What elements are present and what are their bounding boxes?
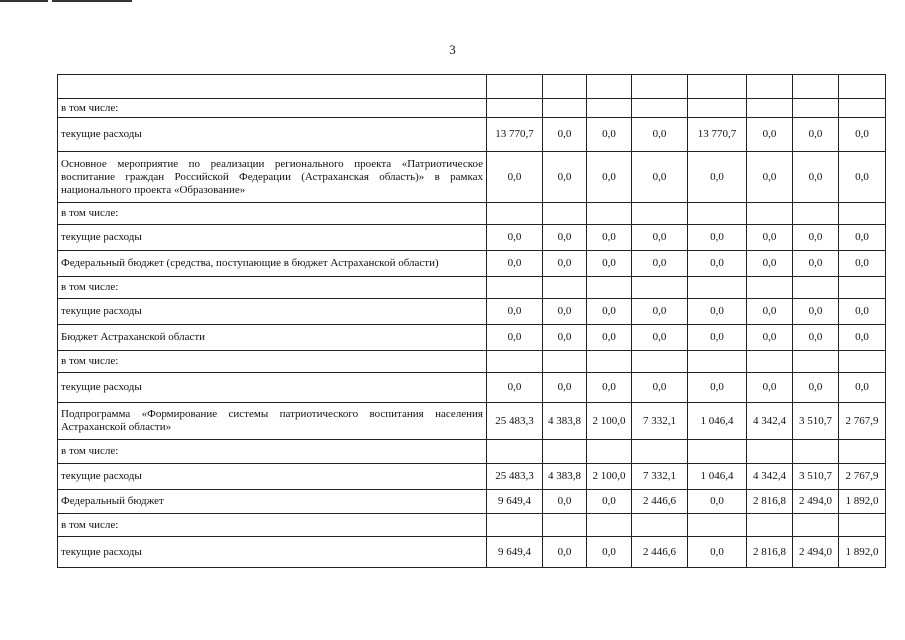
value-cell xyxy=(543,514,587,537)
value-cell: 0,0 xyxy=(688,537,747,568)
value-cell xyxy=(543,440,587,464)
value-cell xyxy=(487,75,543,99)
value-cell xyxy=(487,203,543,225)
value-cell xyxy=(688,277,747,299)
value-cell: 0,0 xyxy=(839,325,886,351)
value-cell: 3 510,7 xyxy=(793,464,839,490)
value-cell xyxy=(793,203,839,225)
row-label: Федеральный бюджет (средства, поступающие в бюджет Астраханской области) xyxy=(58,251,487,277)
value-cell: 0,0 xyxy=(793,373,839,403)
value-cell: 2 100,0 xyxy=(587,403,632,440)
value-cell: 0,0 xyxy=(487,325,543,351)
value-cell: 0,0 xyxy=(487,152,543,203)
value-cell: 0,0 xyxy=(839,373,886,403)
value-cell xyxy=(587,440,632,464)
value-cell: 0,0 xyxy=(587,299,632,325)
value-cell: 0,0 xyxy=(587,537,632,568)
scan-mark xyxy=(52,0,132,2)
table-row xyxy=(58,464,886,490)
table-body xyxy=(58,75,886,568)
table-row xyxy=(58,118,886,152)
value-cell: 0,0 xyxy=(543,225,587,251)
row-label: в том числе: xyxy=(58,203,487,225)
value-cell xyxy=(487,351,543,373)
value-cell xyxy=(543,99,587,118)
budget-table xyxy=(57,74,886,568)
table-row xyxy=(58,225,886,251)
value-cell xyxy=(747,277,793,299)
value-cell xyxy=(747,75,793,99)
value-cell xyxy=(747,99,793,118)
value-cell: 0,0 xyxy=(632,251,688,277)
value-cell xyxy=(587,75,632,99)
table-row xyxy=(58,203,886,225)
value-cell: 7 332,1 xyxy=(632,403,688,440)
value-cell xyxy=(487,277,543,299)
value-cell xyxy=(839,277,886,299)
row-label: Основное мероприятие по реализации регионального проекта «Патриотическое воспитание граждан Российской Федерации (Астраханская область)» в рамках национального проекта «Образование» xyxy=(58,152,487,203)
value-cell: 0,0 xyxy=(839,118,886,152)
value-cell xyxy=(839,203,886,225)
value-cell xyxy=(632,351,688,373)
value-cell: 1 892,0 xyxy=(839,490,886,514)
value-cell: 0,0 xyxy=(543,118,587,152)
value-cell: 2 816,8 xyxy=(747,490,793,514)
value-cell: 13 770,7 xyxy=(487,118,543,152)
value-cell: 1 892,0 xyxy=(839,537,886,568)
value-cell xyxy=(487,514,543,537)
value-cell: 0,0 xyxy=(688,490,747,514)
value-cell: 0,0 xyxy=(543,373,587,403)
value-cell: 0,0 xyxy=(839,152,886,203)
row-label: Подпрограмма «Формирование системы патриотического воспитания населения Астраханской области» xyxy=(58,403,487,440)
value-cell xyxy=(839,99,886,118)
value-cell: 0,0 xyxy=(543,325,587,351)
value-cell xyxy=(747,440,793,464)
value-cell: 0,0 xyxy=(632,373,688,403)
value-cell xyxy=(839,514,886,537)
value-cell xyxy=(793,277,839,299)
table-row xyxy=(58,299,886,325)
value-cell xyxy=(632,277,688,299)
row-label: в том числе: xyxy=(58,440,487,464)
value-cell: 0,0 xyxy=(688,152,747,203)
value-cell: 0,0 xyxy=(543,490,587,514)
value-cell xyxy=(587,514,632,537)
value-cell: 13 770,7 xyxy=(688,118,747,152)
value-cell: 0,0 xyxy=(543,537,587,568)
value-cell xyxy=(793,351,839,373)
value-cell xyxy=(793,99,839,118)
value-cell: 0,0 xyxy=(688,299,747,325)
value-cell: 0,0 xyxy=(543,251,587,277)
value-cell xyxy=(587,277,632,299)
value-cell xyxy=(747,351,793,373)
value-cell xyxy=(793,75,839,99)
table-row xyxy=(58,75,886,99)
value-cell: 0,0 xyxy=(587,490,632,514)
value-cell xyxy=(487,440,543,464)
value-cell: 0,0 xyxy=(632,299,688,325)
value-cell: 9 649,4 xyxy=(487,537,543,568)
value-cell: 0,0 xyxy=(688,373,747,403)
row-label: текущие расходы xyxy=(58,225,487,251)
table-row xyxy=(58,325,886,351)
value-cell xyxy=(793,514,839,537)
value-cell: 0,0 xyxy=(632,225,688,251)
value-cell: 2 100,0 xyxy=(587,464,632,490)
value-cell: 0,0 xyxy=(587,118,632,152)
row-label: Бюджет Астраханской области xyxy=(58,325,487,351)
value-cell xyxy=(543,203,587,225)
value-cell xyxy=(632,99,688,118)
value-cell: 0,0 xyxy=(543,299,587,325)
value-cell xyxy=(587,203,632,225)
value-cell: 0,0 xyxy=(747,118,793,152)
value-cell xyxy=(487,99,543,118)
value-cell: 0,0 xyxy=(688,225,747,251)
row-label: текущие расходы xyxy=(58,464,487,490)
value-cell xyxy=(793,440,839,464)
value-cell: 2 494,0 xyxy=(793,490,839,514)
value-cell: 0,0 xyxy=(487,299,543,325)
row-label: текущие расходы xyxy=(58,299,487,325)
value-cell: 0,0 xyxy=(793,152,839,203)
value-cell xyxy=(688,99,747,118)
row-label: в том числе: xyxy=(58,99,487,118)
row-label xyxy=(58,75,487,99)
value-cell: 0,0 xyxy=(487,251,543,277)
table-row xyxy=(58,440,886,464)
value-cell: 0,0 xyxy=(747,251,793,277)
value-cell xyxy=(632,75,688,99)
value-cell: 0,0 xyxy=(487,373,543,403)
value-cell: 0,0 xyxy=(839,225,886,251)
value-cell: 0,0 xyxy=(747,225,793,251)
value-cell: 0,0 xyxy=(632,118,688,152)
table-row xyxy=(58,373,886,403)
value-cell xyxy=(543,75,587,99)
value-cell xyxy=(632,514,688,537)
value-cell xyxy=(543,277,587,299)
row-label: в том числе: xyxy=(58,514,487,537)
value-cell: 1 046,4 xyxy=(688,403,747,440)
table-row xyxy=(58,514,886,537)
value-cell: 0,0 xyxy=(632,152,688,203)
value-cell: 2 767,9 xyxy=(839,464,886,490)
value-cell xyxy=(839,75,886,99)
table-row xyxy=(58,99,886,118)
value-cell: 0,0 xyxy=(747,152,793,203)
value-cell: 0,0 xyxy=(587,225,632,251)
value-cell xyxy=(839,351,886,373)
value-cell: 0,0 xyxy=(487,225,543,251)
value-cell: 1 046,4 xyxy=(688,464,747,490)
value-cell xyxy=(688,203,747,225)
value-cell: 2 494,0 xyxy=(793,537,839,568)
value-cell: 7 332,1 xyxy=(632,464,688,490)
value-cell xyxy=(688,75,747,99)
value-cell: 0,0 xyxy=(688,325,747,351)
page-number: 3 xyxy=(449,42,456,57)
value-cell xyxy=(747,514,793,537)
value-cell: 0,0 xyxy=(839,299,886,325)
value-cell: 25 483,3 xyxy=(487,464,543,490)
value-cell: 4 342,4 xyxy=(747,464,793,490)
value-cell: 2 767,9 xyxy=(839,403,886,440)
value-cell: 0,0 xyxy=(587,251,632,277)
value-cell: 0,0 xyxy=(587,152,632,203)
value-cell xyxy=(688,514,747,537)
value-cell: 0,0 xyxy=(793,251,839,277)
value-cell: 4 383,8 xyxy=(543,464,587,490)
value-cell xyxy=(688,351,747,373)
value-cell xyxy=(839,440,886,464)
row-label: текущие расходы xyxy=(58,373,487,403)
table-row xyxy=(58,490,886,514)
value-cell: 0,0 xyxy=(793,118,839,152)
value-cell: 0,0 xyxy=(632,325,688,351)
table-row xyxy=(58,277,886,299)
value-cell xyxy=(747,203,793,225)
value-cell: 3 510,7 xyxy=(793,403,839,440)
row-label: в том числе: xyxy=(58,351,487,373)
value-cell: 0,0 xyxy=(793,299,839,325)
value-cell xyxy=(587,351,632,373)
row-label: в том числе: xyxy=(58,277,487,299)
value-cell: 0,0 xyxy=(839,251,886,277)
scan-mark xyxy=(0,0,48,2)
row-label: Федеральный бюджет xyxy=(58,490,487,514)
value-cell: 0,0 xyxy=(793,325,839,351)
value-cell: 2 446,6 xyxy=(632,537,688,568)
value-cell: 0,0 xyxy=(747,299,793,325)
value-cell: 4 342,4 xyxy=(747,403,793,440)
table-row xyxy=(58,537,886,568)
value-cell xyxy=(632,203,688,225)
value-cell xyxy=(688,440,747,464)
value-cell: 0,0 xyxy=(747,325,793,351)
table-row xyxy=(58,403,886,440)
value-cell: 0,0 xyxy=(793,225,839,251)
table-row xyxy=(58,251,886,277)
value-cell xyxy=(587,99,632,118)
table-row xyxy=(58,152,886,203)
table-row xyxy=(58,351,886,373)
value-cell: 0,0 xyxy=(587,325,632,351)
value-cell: 0,0 xyxy=(688,251,747,277)
value-cell: 4 383,8 xyxy=(543,403,587,440)
value-cell xyxy=(543,351,587,373)
value-cell: 2 446,6 xyxy=(632,490,688,514)
value-cell: 0,0 xyxy=(587,373,632,403)
row-label: текущие расходы xyxy=(58,118,487,152)
value-cell: 0,0 xyxy=(543,152,587,203)
value-cell: 2 816,8 xyxy=(747,537,793,568)
value-cell: 9 649,4 xyxy=(487,490,543,514)
value-cell: 25 483,3 xyxy=(487,403,543,440)
row-label: текущие расходы xyxy=(58,537,487,568)
value-cell: 0,0 xyxy=(747,373,793,403)
value-cell xyxy=(632,440,688,464)
